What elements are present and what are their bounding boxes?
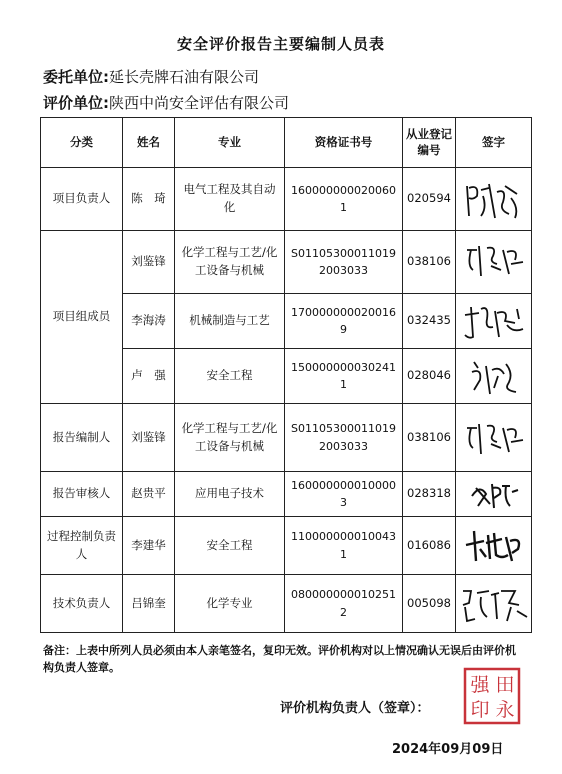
row-reg: 005098 [403,575,456,633]
evaluator-value: 陕西中尚安全评估有限公司 [109,94,290,112]
signature-image [456,517,532,575]
staff-table [40,117,532,633]
row-reg: 016086 [403,517,456,575]
table-row [41,517,532,575]
signature-image [456,349,532,404]
row-reg: 038106 [403,231,456,294]
table-row [41,404,532,472]
row-name: 刘鉴锋 [123,404,175,472]
client-label: 委托单位: [43,68,109,86]
row-major: 机械制造与工艺 [175,294,285,349]
row-name: 李海涛 [123,294,175,349]
header-name: 姓名 [123,118,175,168]
row-category: 报告编制人 [41,404,123,472]
header-reg: 从业登记编号 [403,118,456,168]
row-cert: 1100000000100431 [285,517,403,575]
row-category: 过程控制负责人 [41,517,123,575]
seal-stamp [462,666,522,726]
row-cert: S011053000110192003033 [285,404,403,472]
row-cert: 1700000000200169 [285,294,403,349]
header-sign: 签字 [456,118,532,168]
signature-image [456,231,532,294]
row-category: 项目组成员 [41,231,123,404]
row-reg: 020594 [403,168,456,231]
row-category: 报告审核人 [41,472,123,517]
row-major: 应用电子技术 [175,472,285,517]
client-line [43,66,259,87]
row-cert: 1500000000302411 [285,349,403,404]
svg-text:永: 永 [495,699,515,721]
evaluator-line [43,92,289,113]
row-reg: 028318 [403,472,456,517]
row-major: 电气工程及其自动化 [175,168,285,231]
footnote: 备注：上表中所列人员必须由本人亲笔签名，复印无效。评价机构对以上情况确认无误后由评价机构负责人签章。 [43,644,516,674]
row-reg: 028046 [403,349,456,404]
table-header-row [41,118,532,168]
signature-image [456,575,532,633]
row-name: 卢 强 [123,349,175,404]
row-name: 陈 琦 [123,168,175,231]
svg-text:印: 印 [470,699,490,721]
row-major: 化学工程与工艺/化工设备与机械 [175,404,285,472]
row-name: 吕锦奎 [123,575,175,633]
responsible-signature-label: 评价机构负责人（签章）： [280,701,430,716]
row-cert: 0800000000102512 [285,575,403,633]
row-cert: 1600000000100003 [285,472,403,517]
table-row [41,472,532,517]
document-date: 2024年09月09日 [392,742,504,757]
row-major: 安全工程 [175,517,285,575]
signature-image [456,404,532,472]
evaluator-label: 评价单位: [43,94,109,112]
row-major: 安全工程 [175,349,285,404]
row-major: 化学工程与工艺/化工设备与机械 [175,231,285,294]
row-category: 技术负责人 [41,575,123,633]
client-value: 延长壳牌石油有限公司 [109,68,260,86]
row-name: 李建华 [123,517,175,575]
table-row [41,168,532,231]
row-cert: S011053000110192003033 [285,231,403,294]
header-category: 分类 [41,118,123,168]
row-cert: 1600000000200601 [285,168,403,231]
header-cert: 资格证书号 [285,118,403,168]
svg-text:强: 强 [470,674,490,696]
row-name: 刘鉴锋 [123,231,175,294]
signature-image [456,472,532,517]
svg-text:田: 田 [495,674,515,696]
row-reg: 032435 [403,294,456,349]
signature-image [456,168,532,231]
document-title: 安全评价报告主要编制人员表 [176,35,385,53]
signature-image [456,294,532,349]
table-row [41,231,532,294]
row-category: 项目负责人 [41,168,123,231]
table-row [41,575,532,633]
header-major: 专业 [175,118,285,168]
row-name: 赵贵平 [123,472,175,517]
row-major: 化学专业 [175,575,285,633]
row-reg: 038106 [403,404,456,472]
